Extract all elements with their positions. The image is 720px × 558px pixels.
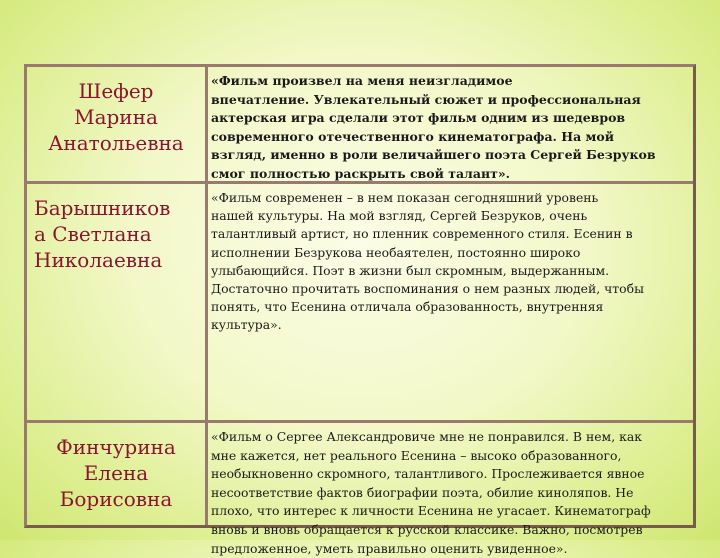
- reviewer-name: Шефер Марина Анатольевна: [48, 79, 184, 155]
- reviews-table: [24, 64, 696, 556]
- review-quote: «Фильм произвел на меня неизгладимое впечатление. Увлекательный сюжет и профессиональная актерская игра сделали этот фильм одним из шедевров современного отечественного кинематографа. На мой взгляд, именно в роли величайшего поэта Сергей Безруков смог полностью раскрыть свой талант».: [211, 73, 656, 181]
- review-quote: «Фильм о Сергее Александровиче мне не понравился. В нем, как мне кажется, нет реального Есенина – высоко образованного, необыкновенно скромного, талантливого. Прослеживается явное несоответствие фактов биографии поэта, обилие киноляпов. Не плохо, что интерес к личности Есенина не угасает. Кинематограф вновь и вновь обращается к русской классике. Важно, посмотрев предложенное, уметь правильно оценить увиденное».: [211, 429, 651, 556]
- review-quote: «Фильм современен – в нем показан сегодняшний уровень нашей культуры. На мой взгляд, Сергей Безруков, очень талантливый артист, но пленник современного стиля. Есенин в исполнении Безрукова необаятелен, постоянно широко улыбающийся. Поэт в жизни был скромным, выдержанным. Достаточно прочитать воспоминания о нем разных людей, чтобы понять, что Есенина отличала образованность, внутренняя культура».: [211, 190, 644, 333]
- table-row: [27, 184, 693, 420]
- table-row: [27, 67, 693, 181]
- reviewer-name: Финчурина Елена Борисовна: [56, 435, 176, 511]
- reviewer-name: Барышников а Светлана Николаевна: [34, 196, 171, 272]
- table-row: [27, 423, 693, 556]
